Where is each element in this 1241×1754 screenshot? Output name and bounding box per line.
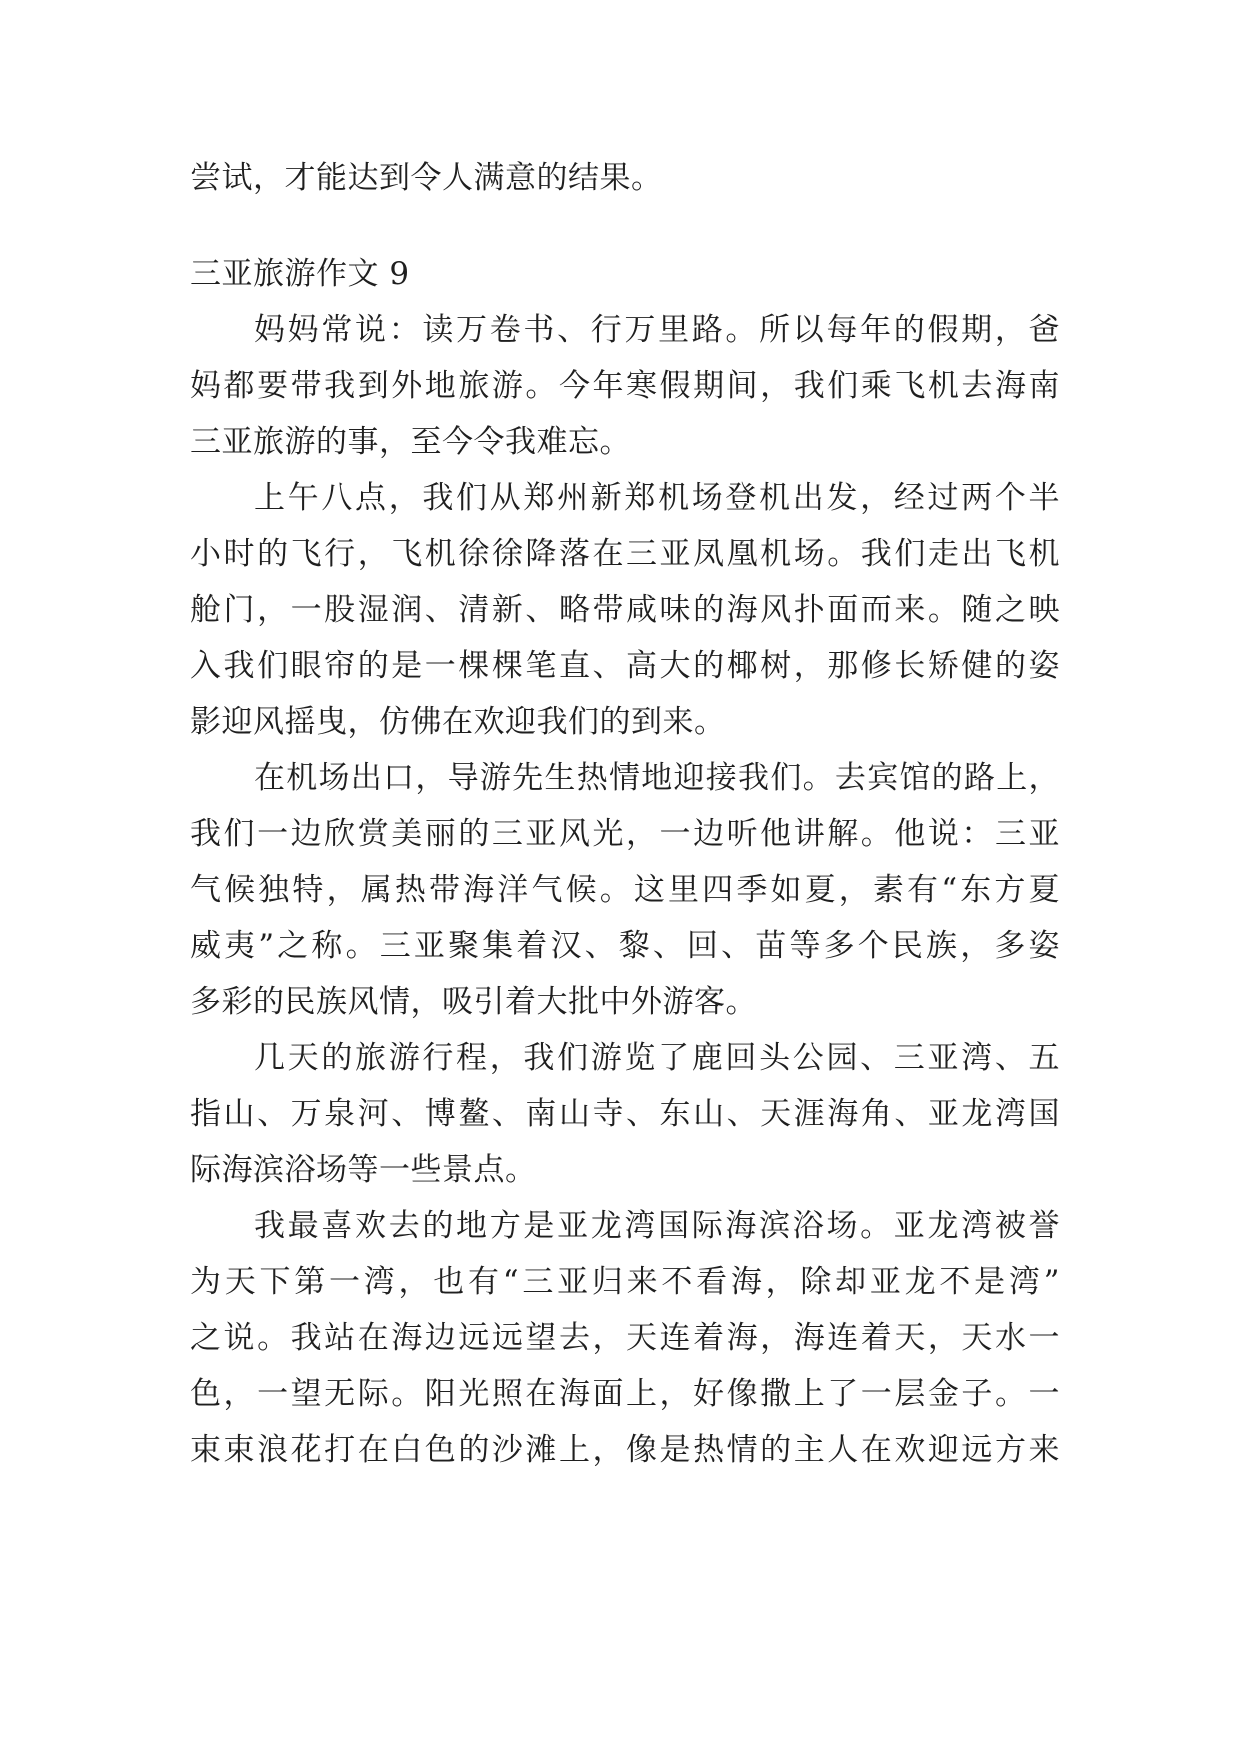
paragraph-line: 指山、万泉河、博鳌、南山寺、东山、天涯海角、亚龙湾国: [190, 1096, 1060, 1132]
paragraph-line: 舱门，一股湿润、清新、略带咸味的海风扑面而来。随之映: [190, 592, 1060, 628]
paragraph-line: 几天的旅游行程，我们游览了鹿回头公园、三亚湾、五: [254, 1040, 1060, 1076]
paragraph-line: 多彩的民族风情，吸引着大批中外游客。: [190, 984, 757, 1020]
paragraph-line: 我最喜欢去的地方是亚龙湾国际海滨浴场。亚龙湾被誉: [254, 1208, 1060, 1244]
paragraph-line: 为天下第一湾，也有“三亚归来不看海，除却亚龙不是湾”: [190, 1264, 1060, 1300]
intro-line: 尝试，才能达到令人满意的结果。: [190, 160, 663, 196]
paragraph-line: 气候独特，属热带海洋气候。这里四季如夏，素有“东方夏: [190, 872, 1060, 908]
paragraph-line: 小时的飞行，飞机徐徐降落在三亚凤凰机场。我们走出飞机: [190, 536, 1060, 572]
paragraph-line: 际海滨浴场等一些景点。: [190, 1152, 537, 1188]
paragraph-line: 妈都要带我到外地旅游。今年寒假期间，我们乘飞机去海南: [190, 368, 1060, 404]
paragraph-line: 三亚旅游的事，至今令我难忘。: [190, 424, 631, 460]
paragraph-line: 威夷”之称。三亚聚集着汉、黎、回、苗等多个民族，多姿: [190, 928, 1060, 964]
essay-title: 三亚旅游作文 9: [190, 256, 410, 292]
paragraph-line: 入我们眼帘的是一棵棵笔直、高大的椰树，那修长矫健的姿: [190, 648, 1060, 684]
paragraph-line: 色，一望无际。阳光照在海面上，好像撒上了一层金子。一: [190, 1376, 1060, 1412]
paragraph-line: 上午八点，我们从郑州新郑机场登机出发，经过两个半: [254, 480, 1060, 516]
paragraph-3: [190, 750, 1060, 1030]
paragraph-2: [190, 470, 1060, 750]
section-gap: [190, 206, 1060, 246]
paragraph-5: [190, 1198, 1060, 1478]
paragraph-line: 在机场出口，导游先生热情地迎接我们。去宾馆的路上，: [254, 760, 1060, 796]
paragraph-line: 我们一边欣赏美丽的三亚风光，一边听他讲解。他说：三亚: [190, 816, 1060, 852]
paragraph-line: 之说。我站在海边远远望去，天连着海，海连着天，天水一: [190, 1320, 1060, 1356]
document-body: [190, 150, 1060, 1478]
paragraph-line: 妈妈常说：读万卷书、行万里路。所以每年的假期，爸: [254, 312, 1060, 348]
paragraph-line: 束束浪花打在白色的沙滩上，像是热情的主人在欢迎远方来: [190, 1432, 1060, 1468]
paragraph-line: 影迎风摇曳，仿佛在欢迎我们的到来。: [190, 704, 726, 740]
paragraph-1: [190, 302, 1060, 470]
paragraph-4: [190, 1030, 1060, 1198]
